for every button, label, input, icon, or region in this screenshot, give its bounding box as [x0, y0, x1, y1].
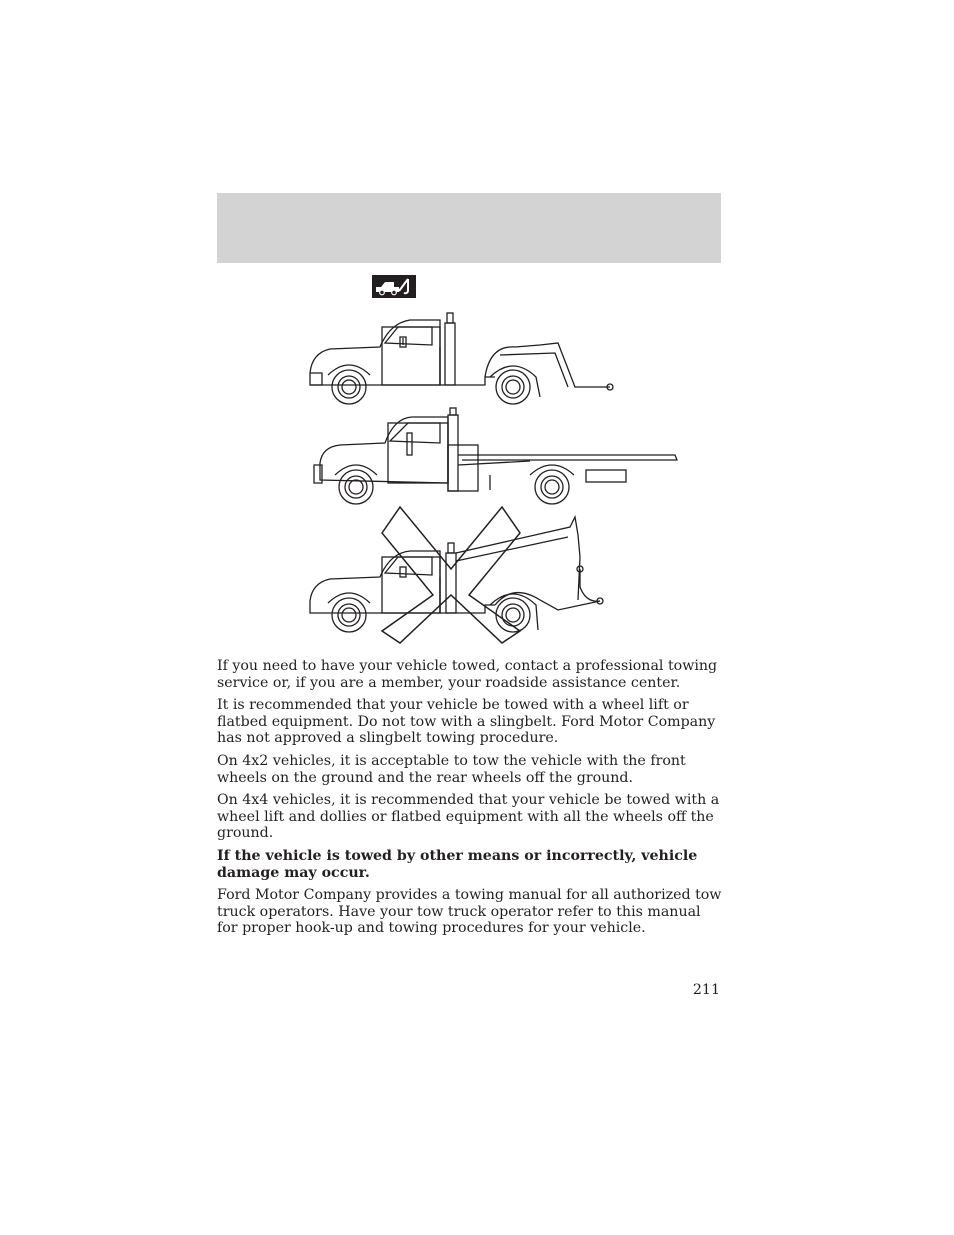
paragraph-4x4-vehicles: On 4x4 vehicles, it is recommended that your vehicle be towed with a wheel lift and dollies or flatbed equipment with all the wheels off the ground.: [217, 792, 720, 842]
tow-truck-icon: [372, 275, 416, 298]
page-number: 211: [692, 982, 720, 998]
paragraph-professional-towing: If you need to have your vehicle towed, contact a professional towing service or, if you are a member, your roadside assistance center.: [217, 658, 718, 691]
towing-instructions: [217, 658, 723, 943]
prohibited-x-mark: [382, 507, 520, 643]
paragraph-towing-manual: Ford Motor Company provides a towing manual for all authorized tow truck operators. Have your tow truck operator refer to this manual for proper hook-up and towing procedures for your vehicle.: [217, 887, 722, 937]
paragraph-4x2-vehicles: On 4x2 vehicles, it is acceptable to tow the vehicle with the front wheels on the ground and the rear wheels off the ground.: [217, 752, 686, 786]
flatbed-truck-drawing: [314, 408, 677, 504]
slingbelt-truck-drawing: [310, 517, 603, 632]
wheel-lift-truck-drawing: [310, 313, 613, 404]
paragraph-wheel-lift-flatbed: It is recommended that your vehicle be towed with a wheel lift or flatbed equipment. Do not tow with a slingbelt. Ford Motor Company has not approved a slingbelt towing procedure.: [217, 697, 716, 747]
warning-text: If the vehicle is towed by other means or incorrectly, vehicle damage may occur.: [217, 847, 698, 881]
towing-methods-illustration: [300, 305, 690, 650]
section-header-band: [217, 193, 721, 263]
